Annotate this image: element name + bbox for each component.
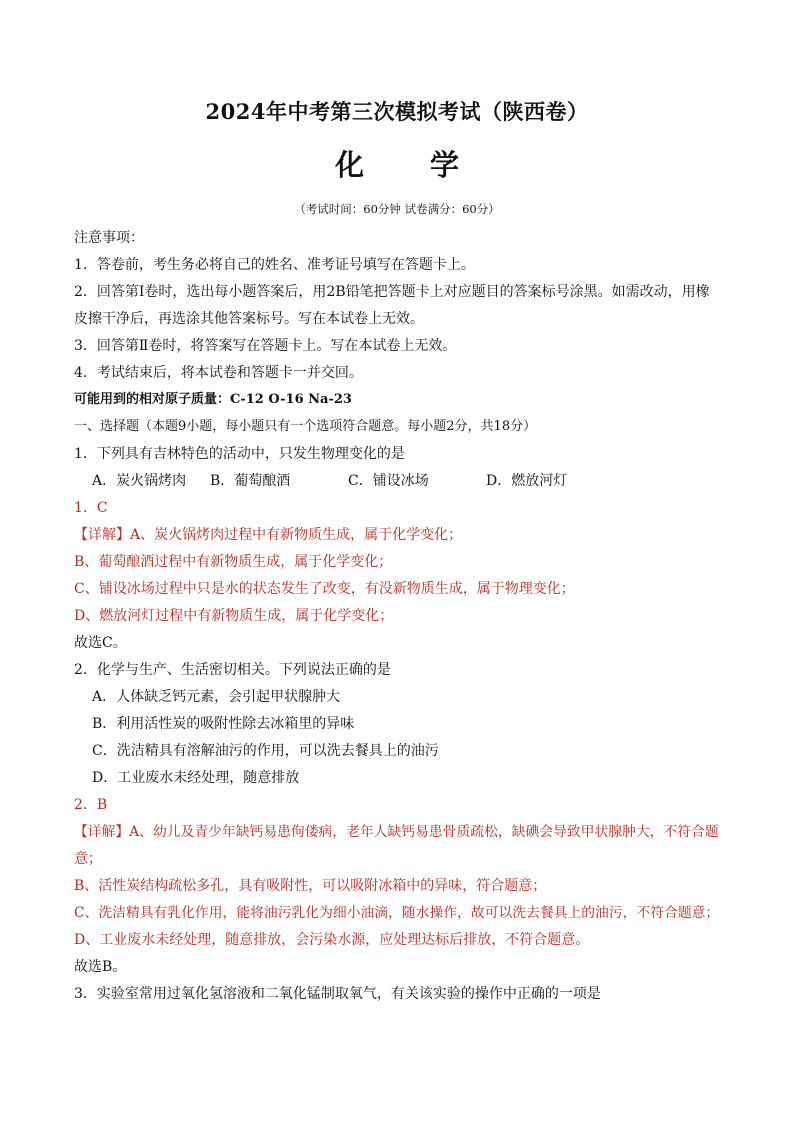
subject-title: 化 学 [334,148,488,182]
notice-heading: 注意事项： [74,230,144,246]
option-b: B．利用活性炭的吸附性除去冰箱里的异味 [92,716,355,732]
exam-info: （考试时间：60分钟 试卷满分：60分） [294,202,500,216]
explain-line: B、葡萄酿酒过程中有新物质生成，属于化学变化； [74,554,393,570]
option-a: A．人体缺乏钙元素，会引起甲状腺肿大 [92,689,341,705]
question-2-stem: 2．化学与生产、生活密切相关。下列说法正确的是 [74,662,391,678]
explain-line: D、燃放河灯过程中有新物质生成，属于化学变化； [74,608,394,624]
question-1-stem: 1．下列具有吉林特色的活动中，只发生物理变化的是 [74,446,405,462]
option-d: D．工业废水未经处理，随意排放 [92,770,300,786]
question-1-options [92,471,567,491]
option-a: A．炭火锅烤肉 [92,473,187,489]
notice-item: 4．考试结束后，将本试卷和答题卡一并交回。 [74,365,363,381]
option-c: C．洗洁精具有溶解油污的作用，可以洗去餐具上的油污 [92,743,439,759]
notice-item: 皮擦干净后，再选涂其他答案标号。写在本试卷上无效。 [74,311,424,327]
explain-line: C、铺设冰场过程中只是水的状态发生了改变，有没新物质生成，属于物理变化； [74,581,575,597]
explain-line: 【详解】A、炭火锅烤肉过程中有新物质生成，属于化学变化； [74,527,463,543]
exam-title: 2024年中考第三次模拟考试（陕西卷） [205,99,589,124]
notice-item: 1．答卷前，考生务必将自己的姓名、准考证号填写在答题卡上。 [74,257,475,273]
question-2-answer: 2．B [74,797,108,813]
atomic-mass-note: 可能用到的相对原子质量：C-12 O-16 Na-23 [74,392,352,407]
notice-item: 3．回答第Ⅱ卷时，将答案写在答题卡上。写在本试卷上无效。 [74,338,457,354]
explain-line: 【详解】A、幼儿及青少年缺钙易患佝偻病，老年人缺钙易患骨质疏松，缺碘会导致甲状腺肿大，不符合题 [74,824,719,840]
explain-line: C、洗洁精具有乳化作用，能将油污乳化为细小油滴，随水操作，故可以洗去餐具上的油污，不符合题意； [74,905,720,921]
explain-line: 意； [74,851,102,867]
section-heading: 一、选择题（本题9小题，每小题只有一个选项符合题意。每小题2分，共18分） [74,419,537,434]
notice-item: 2．回答第Ⅰ卷时，选出每小题答案后，用2B铅笔把答题卡上对应题目的答案标号涂黑。如需改动，用橡 [74,284,710,300]
explain-line: D、工业废水未经处理，随意排放，会污染水源，应处理达标后排放，不符合题意。 [74,932,590,948]
question-3-stem: 3．实验室常用过氧化氢溶液和二氧化锰制取氧气，有关该实验的操作中正确的一项是 [74,986,601,1002]
explain-line: B、活性炭结构疏松多孔，具有吸附性，可以吸附冰箱中的异味，符合题意； [74,878,547,894]
question-2-conclusion: 故选B。 [74,959,127,975]
option-c: C．铺设冰场 [348,473,429,489]
option-d: D．燃放河灯 [486,473,568,489]
question-1-answer: 1．C [74,500,108,516]
option-b: B．葡萄酿酒 [210,473,291,489]
question-1-conclusion: 故选C。 [74,635,127,651]
